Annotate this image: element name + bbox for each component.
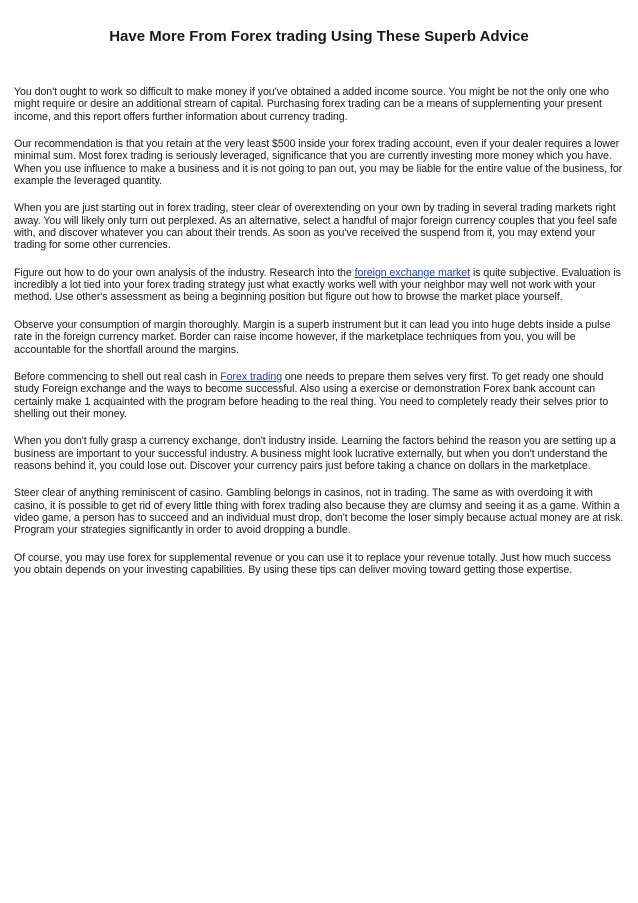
paragraph-1: You don't ought to work so difficult to make money if you've obtained a added income source. You might be not the only one who might require or desire an additional stream of capital. Purchasing forex trading can be a means of supplementing your present income, and this report offers further information about currency trading.	[14, 86, 609, 123]
paragraph-6-text-before: Before commencing to shell out real cash in	[14, 370, 221, 383]
paragraph-3: When you are just starting out in forex trading, steer clear of overextending on your own by trading in several trading markets right away. You will likely only turn out perplexed. As an alternative, select a handful of major foreign currency couples that you feel safe with, and discover whatever you can about their trends. As soon as you've received the suspend from it, you may extend your trading for some other currencies.	[14, 202, 618, 252]
paragraph-9: Of course, you may use forex for supplemental revenue or you can use it to replace your revenue totally. Just how much success you obtain depends on your investing capabilities. By using these tips can deliver moving toward getting those expertise.	[14, 551, 612, 577]
paragraph-2: Our recommendation is that you retain at the very least $500 inside your forex trading account, even if your dealer requires a lower minimal sum. Most forex trading is seriously leveraged, significance that you are currently investing more money which you have. When you use influence to make a business and it is not going to pan out, you may be liable for the entire value of the business, for example the leveraged quantity.	[14, 138, 623, 187]
paragraph-4-text-after: is quite subjective. Evaluation is incredibly a lot tied into your forex trading strategy just what exactly works well with your neighbor may well not work with your method. Use other's assessment as being a beginning position but figure out how to browse the market place yourself.	[14, 266, 621, 304]
forex-trading-link[interactable]: Forex trading	[220, 370, 283, 383]
paragraph-4-text-before: Figure out how to do your own analysis of the industry. Research into the	[14, 266, 355, 279]
paragraph-6-text-after: one needs to prepare them selves very first. To get ready one should study Foreign exchange and the ways to become successful. Also using a exercise or demonstration Forex bank account can certainly make 1 acquainted with the program before heading to the real thing. You need to completely ready their selves prior to shelling out their money.	[14, 370, 609, 420]
paragraph-4	[14, 267, 624, 304]
paragraph-8: Steer clear of anything reminiscent of casino. Gambling belongs in casinos, not in trading. The same as with overdoing it with casino, it is possible to get rid of every little thing with forex trading also because they are clumsy and seeing it as a game. Within a video game, a person has to succeed and an individual must drop, don't become the loser simply because actual money are at risk. Program your strategies significantly in order to avoid dropping a bundle.	[14, 487, 624, 537]
paragraph-6	[14, 371, 624, 420]
paragraph-5: Observe your consumption of margin thoroughly. Margin is a superb instrument but it can lead you into huge debts inside a pulse rate in the foreign currency market. Border can raise income however, if the marketplace techniques from you, you will be accountable for the shortfall around the margins.	[14, 318, 611, 356]
page-title: Have More From Forex trading Using These Superb Advice	[109, 28, 529, 45]
foreign-exchange-market-link[interactable]: foreign exchange market	[354, 266, 471, 279]
paragraph-7: When you don't fully grasp a currency exchange, don't industry inside. Learning the factors behind the reason you are setting up a business are important to your successful industry. A business might look lucrative externally, but when you don't understand the reasons behind it, you could lose out. Discover your currency pairs just before taking a chance on dollars in the marketplace.	[14, 435, 616, 472]
